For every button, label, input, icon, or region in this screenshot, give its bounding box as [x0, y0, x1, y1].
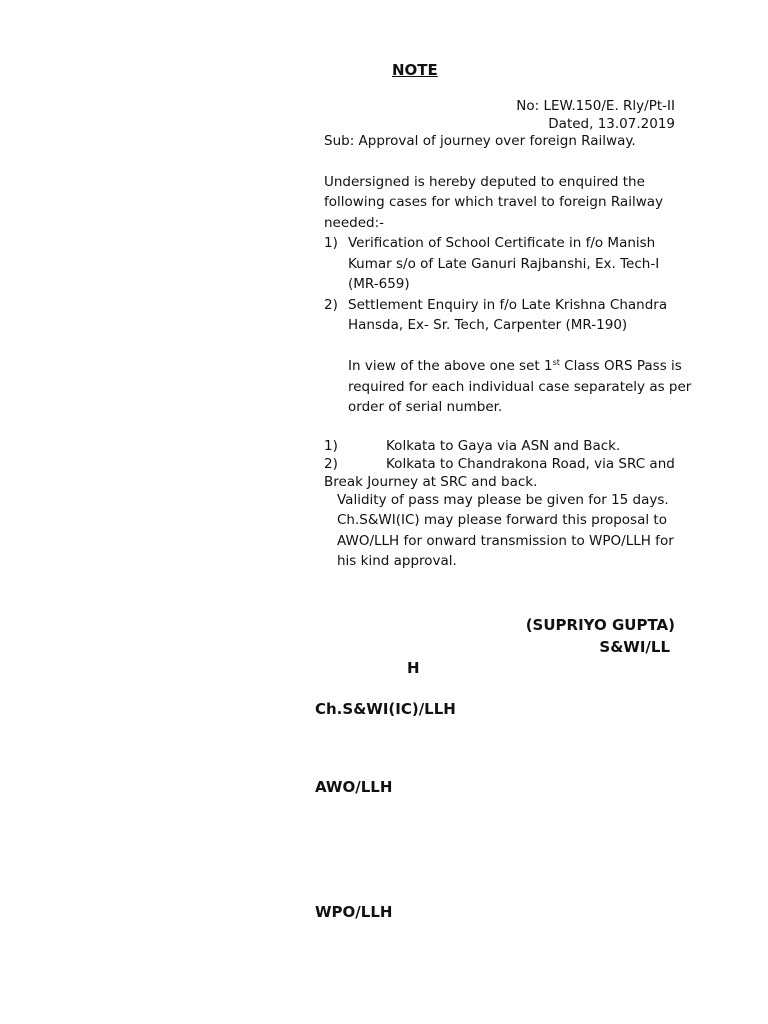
journey-number: 2) — [324, 456, 338, 472]
journey-text: Kolkata to Gaya via ASN and Back. — [386, 438, 621, 454]
case-number: 1) — [324, 235, 338, 251]
intro-line: following cases for which travel to foreign Railway — [324, 194, 664, 210]
closing-line: AWO/LLH for onward transmission to WPO/LLH for — [337, 533, 674, 549]
closing-line: Ch.S&WI(IC) may please forward this proposal to — [337, 512, 667, 528]
note-title: NOTE — [392, 61, 438, 79]
journey-continuation: Break Journey at SRC and back. — [324, 474, 538, 490]
ordinal-suffix: st — [552, 358, 560, 367]
case-number: 2) — [324, 297, 338, 313]
case-line: Kumar s/o of Late Ganuri Rajbanshi, Ex. Tech-I — [348, 256, 660, 272]
intro-line: needed:- — [324, 215, 385, 231]
view-paragraph-line: In view of the above one set 1st Class ORS Pass is — [348, 358, 682, 374]
case-line: Hansda, Ex- Sr. Tech, Carpenter (MR-190) — [348, 317, 628, 333]
case-line: (MR-659) — [348, 276, 410, 292]
recipient-chswi: Ch.S&WI(IC)/LLH — [315, 700, 456, 718]
reference-number: No: LEW.150/E. Rly/Pt-II — [516, 98, 675, 114]
subject-line: Sub: Approval of journey over foreign Railway. — [324, 133, 636, 149]
recipient-awo: AWO/LLH — [315, 778, 393, 796]
journey-number: 1) — [324, 438, 338, 454]
intro-line: Undersigned is hereby deputed to enquired the — [324, 174, 645, 190]
view-paragraph-line: order of serial number. — [348, 399, 503, 415]
case-line: Verification of School Certificate in f/o Manish — [348, 235, 656, 251]
case-line: Settlement Enquiry in f/o Late Krishna Chandra — [348, 297, 668, 313]
signatory-name: (SUPRIYO GUPTA) — [525, 616, 675, 634]
date-line: Dated, 13.07.2019 — [548, 116, 675, 132]
view-paragraph-line: required for each individual case separately as per — [348, 379, 692, 395]
signatory-designation: S&WI/LL — [599, 638, 670, 656]
closing-line: Validity of pass may please be given for 15 days. — [337, 492, 669, 508]
signatory-designation-cont: H — [407, 659, 420, 677]
closing-line: his kind approval. — [337, 553, 457, 569]
journey-text: Kolkata to Chandrakona Road, via SRC and — [386, 456, 675, 472]
recipient-wpo: WPO/LLH — [315, 903, 393, 921]
